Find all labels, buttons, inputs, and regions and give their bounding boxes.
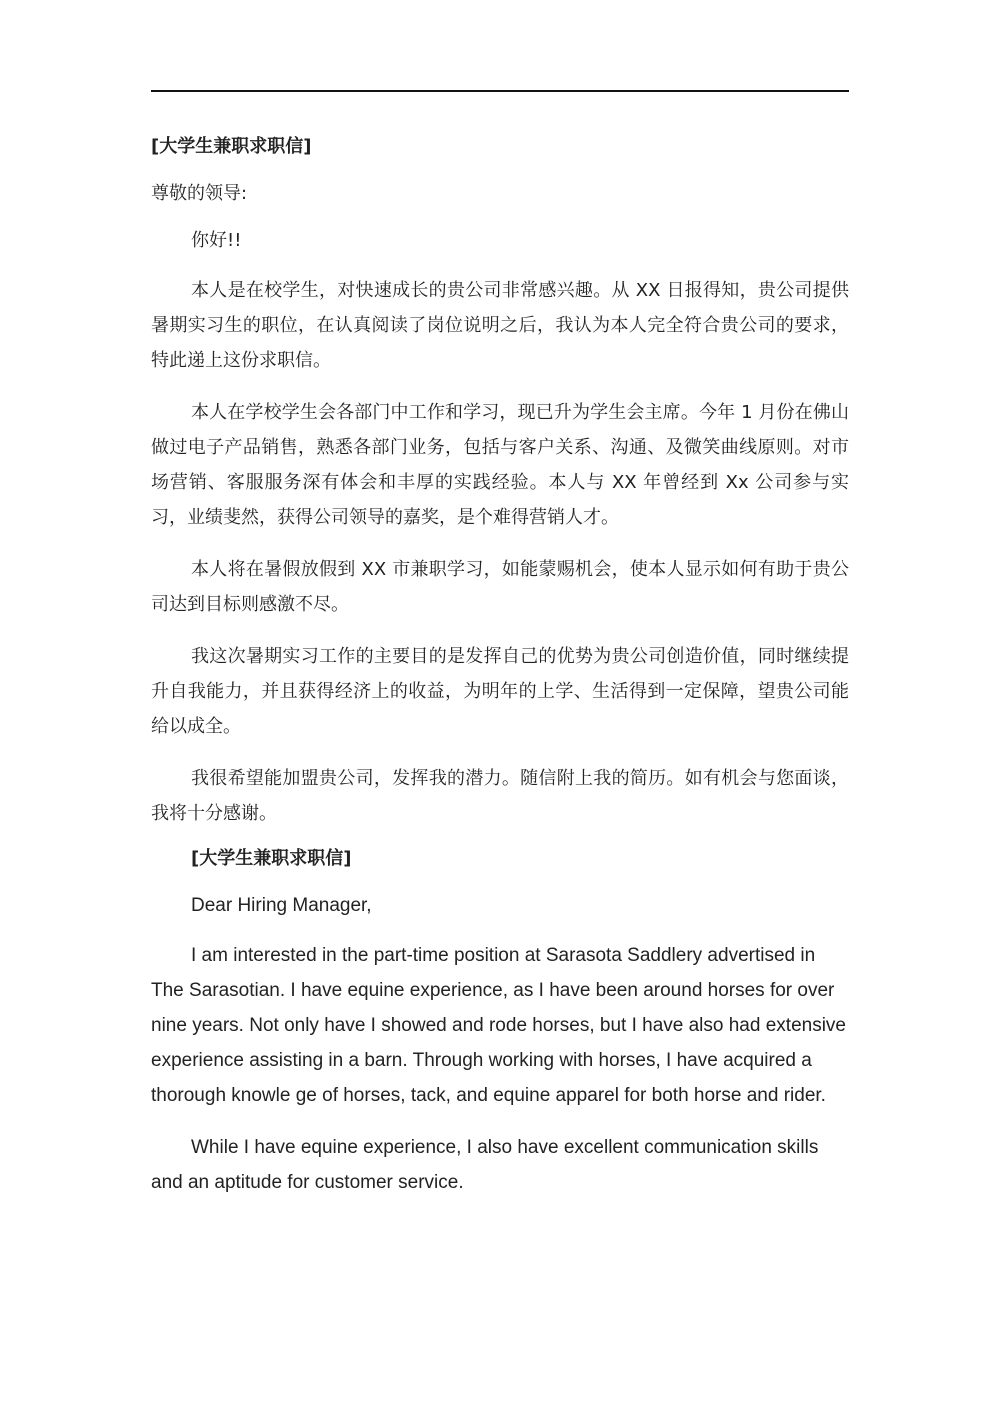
paragraph-en-2: While I have equine experience, I also have excellent communication skills and an aptitude for customer service. bbox=[151, 1137, 819, 1193]
salutation: 尊敬的领导: bbox=[151, 183, 248, 204]
greeting: 你好!! bbox=[191, 230, 242, 251]
paragraph-en-1: I am interested in the part-time position at Sarasota Saddlery advertised in The Sarasotian. I have equine experience, as I have been around horses for over nine years. Not only have I showed and rode horses, but I have also had extensive experience assisting in a barn. Through working with horses, I have acquired a thorough knowle ge of horses, tack, and equine apparel for both horse and rider. bbox=[151, 945, 846, 1106]
letter-heading: [大学生兼职求职信] bbox=[151, 136, 312, 157]
paragraph-cn-3: 本人将在暑假放假到 XX 市兼职学习，如能蒙赐机会，使本人显示如何有助于贵公司达到目标则感激不尽。 bbox=[151, 559, 849, 615]
paragraph-cn-1: 本人是在校学生，对快速成长的贵公司非常感兴趣。从 XX 日报得知，贵公司提供暑期实习生的职位，在认真阅读了岗位说明之后，我认为本人完全符合贵公司的要求，特此递上这份求职信。 bbox=[151, 280, 849, 371]
header-rule bbox=[151, 90, 849, 92]
letter-body bbox=[151, 132, 849, 1217]
section-heading: [大学生兼职求职信] bbox=[191, 848, 352, 869]
paragraph-cn-5: 我很希望能加盟贵公司，发挥我的潜力。随信附上我的简历。如有机会与您面谈，我将十分感谢。 bbox=[151, 768, 849, 824]
paragraph-cn-2: 本人在学校学生会各部门中工作和学习，现已升为学生会主席。今年 1 月份在佛山做过电子产品销售，熟悉各部门业务，包括与客户关系、沟通、及微笑曲线原则。对市场营销、客服服务深有体会和丰厚的实践经验。本人与 XX 年曾经到 Xx 公司参与实习，业绩斐然，获得公司领导的嘉奖，是个难得营销人才。 bbox=[151, 402, 849, 528]
salutation-en: Dear Hiring Manager, bbox=[191, 895, 372, 916]
document-page bbox=[151, 0, 849, 1415]
paragraph-cn-4: 我这次暑期实习工作的主要目的是发挥自己的优势为贵公司创造价值，同时继续提升自我能力，并且获得经济上的收益，为明年的上学、生活得到一定保障，望贵公司能给以成全。 bbox=[151, 646, 849, 737]
